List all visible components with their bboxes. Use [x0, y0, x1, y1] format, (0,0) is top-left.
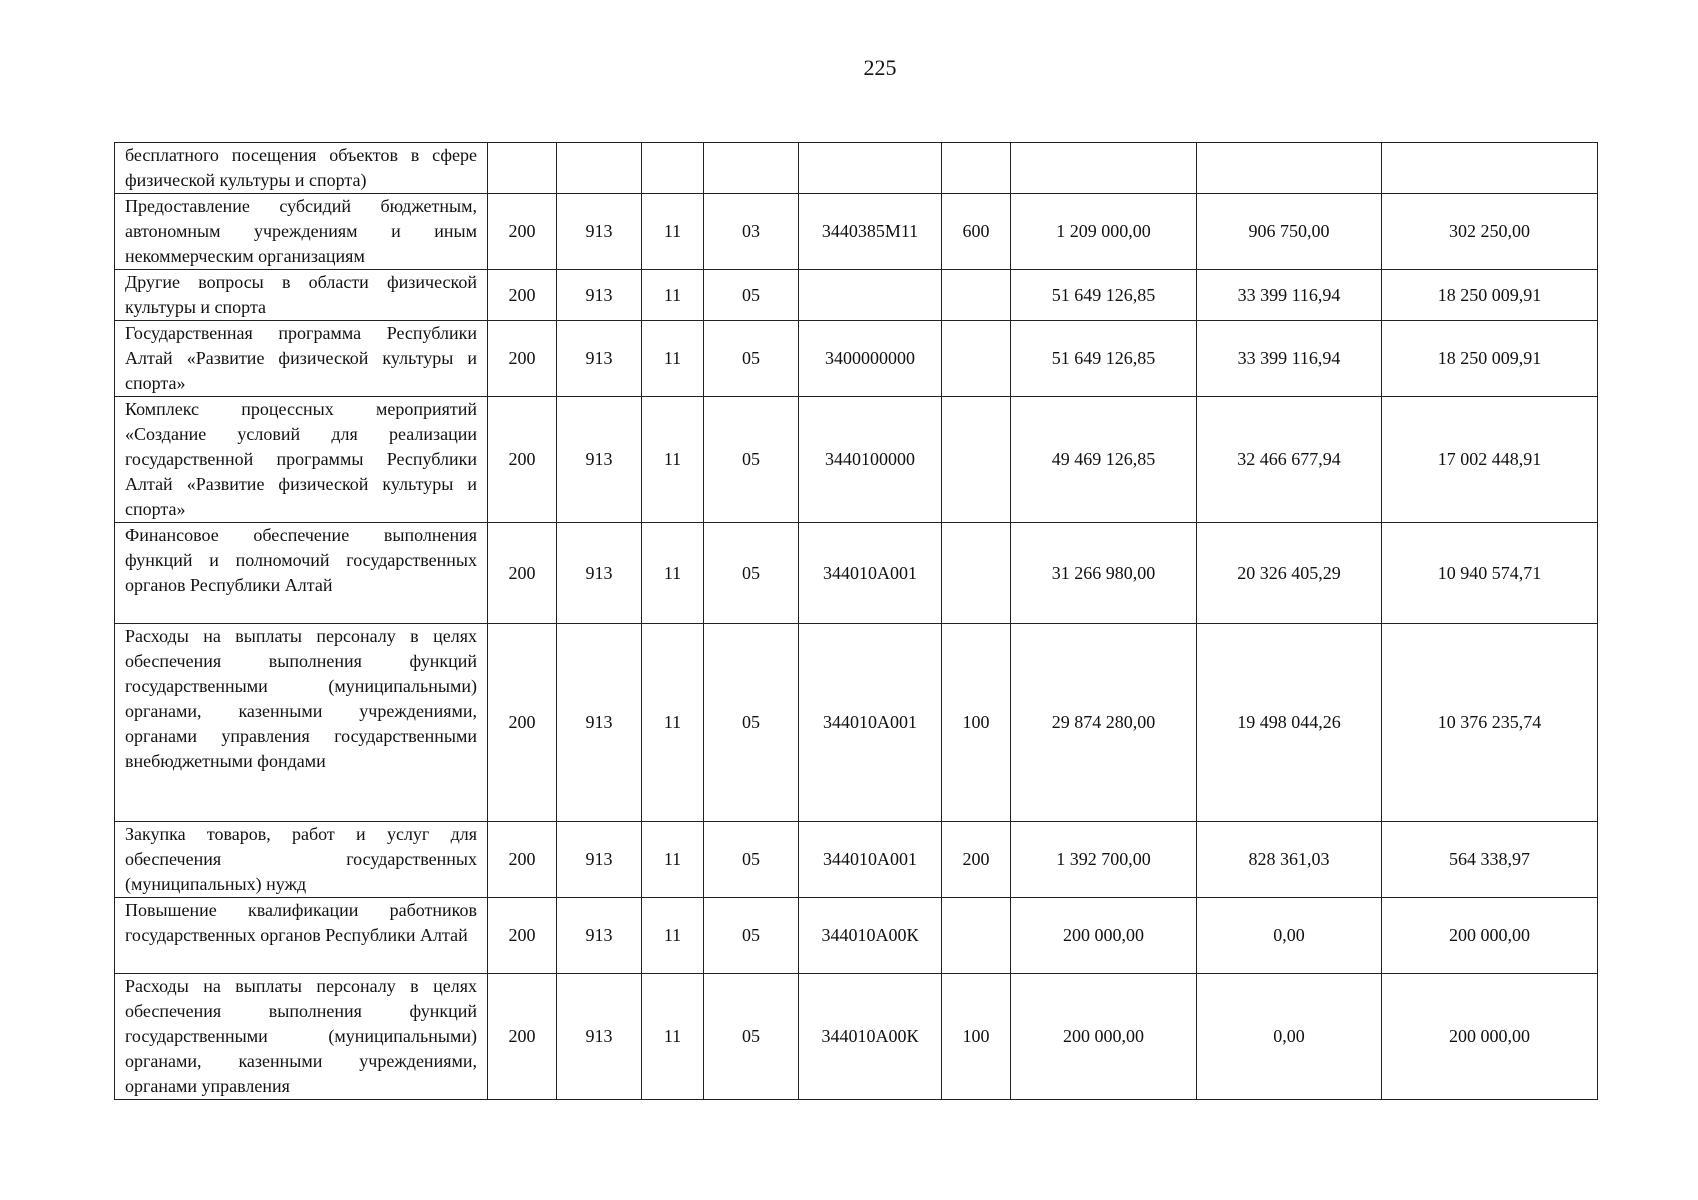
cell-code-3: 11: [642, 321, 704, 397]
cell-code-4: [704, 143, 799, 194]
cell-code-3: [642, 143, 704, 194]
cell-plan: 29 874 280,00: [1011, 624, 1197, 822]
row-name: Финансовое обеспечение выполнения функций и полномочий государственных органов Республики Алтай: [115, 523, 488, 624]
cell-rest: 17 002 448,91: [1382, 397, 1598, 523]
cell-code-5: [799, 270, 942, 321]
cell-code-1: 200: [488, 270, 557, 321]
cell-code-2: 913: [557, 523, 642, 624]
cell-fact: [1197, 143, 1382, 194]
cell-rest: 18 250 009,91: [1382, 321, 1598, 397]
cell-code-4: 05: [704, 321, 799, 397]
cell-code-6: 600: [942, 194, 1011, 270]
cell-code-1: 200: [488, 523, 557, 624]
page-number: 225: [863, 55, 897, 80]
cell-rest: 200 000,00: [1382, 898, 1598, 974]
cell-rest: 302 250,00: [1382, 194, 1598, 270]
cell-rest: 18 250 009,91: [1382, 270, 1598, 321]
cell-code-5: 3400000000: [799, 321, 942, 397]
table-row: [115, 974, 1598, 1100]
row-name: Предоставление субсидий бюджетным, автономным учреждениям и иным некоммерческим организациям: [115, 194, 488, 270]
cell-code-3: 11: [642, 397, 704, 523]
cell-plan: 1 209 000,00: [1011, 194, 1197, 270]
cell-code-2: 913: [557, 974, 642, 1100]
cell-code-2: 913: [557, 624, 642, 822]
row-name: Государственная программа Республики Алтай «Развитие физической культуры и спорта»: [115, 321, 488, 397]
cell-plan: 1 392 700,00: [1011, 822, 1197, 898]
cell-code-6: 100: [942, 974, 1011, 1100]
table-row: [115, 194, 1598, 270]
cell-code-3: 11: [642, 898, 704, 974]
row-name: Комплекс процессных мероприятий «Создание условий для реализации государственной программы Республики Алтай «Развитие физической культуры и спорта»: [115, 397, 488, 523]
cell-code-2: [557, 143, 642, 194]
cell-code-5: 3440385М11: [799, 194, 942, 270]
cell-code-3: 11: [642, 974, 704, 1100]
cell-code-5: 344010А001: [799, 822, 942, 898]
cell-code-5: 344010А001: [799, 624, 942, 822]
table-row: [115, 822, 1598, 898]
row-name: Расходы на выплаты персоналу в целях обеспечения выполнения функций государственными (муниципальными) органами, казенными учреждениями, органами управления государственными внебюджетными фондами: [115, 624, 488, 822]
cell-code-6: 200: [942, 822, 1011, 898]
cell-code-6: [942, 270, 1011, 321]
cell-code-1: [488, 143, 557, 194]
row-name: Расходы на выплаты персоналу в целях обеспечения выполнения функций государственными (муниципальными) органами, казенными учреждениями, органами управления: [115, 974, 488, 1100]
table-row: [115, 321, 1598, 397]
cell-code-4: 05: [704, 523, 799, 624]
cell-code-1: 200: [488, 974, 557, 1100]
cell-fact: 828 361,03: [1197, 822, 1382, 898]
cell-code-2: 913: [557, 321, 642, 397]
cell-code-6: [942, 397, 1011, 523]
table-row: [115, 898, 1598, 974]
cell-code-2: 913: [557, 822, 642, 898]
cell-code-5: 3440100000: [799, 397, 942, 523]
cell-code-6: 100: [942, 624, 1011, 822]
cell-rest: 200 000,00: [1382, 974, 1598, 1100]
row-name: Повышение квалификации работников государственных органов Республики Алтай: [115, 898, 488, 974]
budget-table: [114, 142, 1598, 1100]
cell-code-5: 344010А001: [799, 523, 942, 624]
cell-code-2: 913: [557, 898, 642, 974]
cell-code-5: [799, 143, 942, 194]
cell-code-4: 05: [704, 397, 799, 523]
cell-rest: 564 338,97: [1382, 822, 1598, 898]
cell-fact: 906 750,00: [1197, 194, 1382, 270]
cell-code-4: 05: [704, 270, 799, 321]
cell-code-5: 344010А00К: [799, 974, 942, 1100]
cell-code-6: [942, 321, 1011, 397]
cell-code-6: [942, 898, 1011, 974]
cell-fact: 20 326 405,29: [1197, 523, 1382, 624]
row-name: Закупка товаров, работ и услуг для обеспечения государственных (муниципальных) нужд: [115, 822, 488, 898]
cell-code-2: 913: [557, 194, 642, 270]
table-row: [115, 523, 1598, 624]
cell-plan: 49 469 126,85: [1011, 397, 1197, 523]
cell-fact: 0,00: [1197, 974, 1382, 1100]
cell-fact: 32 466 677,94: [1197, 397, 1382, 523]
cell-plan: 51 649 126,85: [1011, 321, 1197, 397]
table-row: [115, 270, 1598, 321]
table-row: [115, 143, 1598, 194]
cell-code-1: 200: [488, 898, 557, 974]
cell-code-1: 200: [488, 822, 557, 898]
cell-fact: 19 498 044,26: [1197, 624, 1382, 822]
cell-code-4: 05: [704, 898, 799, 974]
cell-code-4: 05: [704, 624, 799, 822]
cell-plan: 200 000,00: [1011, 974, 1197, 1100]
cell-code-6: [942, 523, 1011, 624]
cell-code-4: 05: [704, 822, 799, 898]
cell-code-2: 913: [557, 397, 642, 523]
cell-code-4: 05: [704, 974, 799, 1100]
cell-fact: 33 399 116,94: [1197, 270, 1382, 321]
cell-plan: 200 000,00: [1011, 898, 1197, 974]
cell-plan: 51 649 126,85: [1011, 270, 1197, 321]
cell-code-1: 200: [488, 194, 557, 270]
cell-code-3: 11: [642, 523, 704, 624]
cell-code-1: 200: [488, 624, 557, 822]
cell-code-1: 200: [488, 321, 557, 397]
cell-code-3: 11: [642, 624, 704, 822]
cell-code-3: 11: [642, 270, 704, 321]
cell-plan: [1011, 143, 1197, 194]
cell-code-5: 344010А00К: [799, 898, 942, 974]
table-row: [115, 397, 1598, 523]
cell-code-4: 03: [704, 194, 799, 270]
cell-code-2: 913: [557, 270, 642, 321]
cell-fact: 33 399 116,94: [1197, 321, 1382, 397]
cell-code-3: 11: [642, 194, 704, 270]
table-row: [115, 624, 1598, 822]
cell-plan: 31 266 980,00: [1011, 523, 1197, 624]
cell-rest: 10 376 235,74: [1382, 624, 1598, 822]
cell-rest: [1382, 143, 1598, 194]
row-name: Другие вопросы в области физической культуры и спорта: [115, 270, 488, 321]
cell-code-3: 11: [642, 822, 704, 898]
cell-rest: 10 940 574,71: [1382, 523, 1598, 624]
cell-code-1: 200: [488, 397, 557, 523]
cell-code-6: [942, 143, 1011, 194]
cell-fact: 0,00: [1197, 898, 1382, 974]
row-name: бесплатного посещения объектов в сфере физической культуры и спорта): [115, 143, 488, 194]
